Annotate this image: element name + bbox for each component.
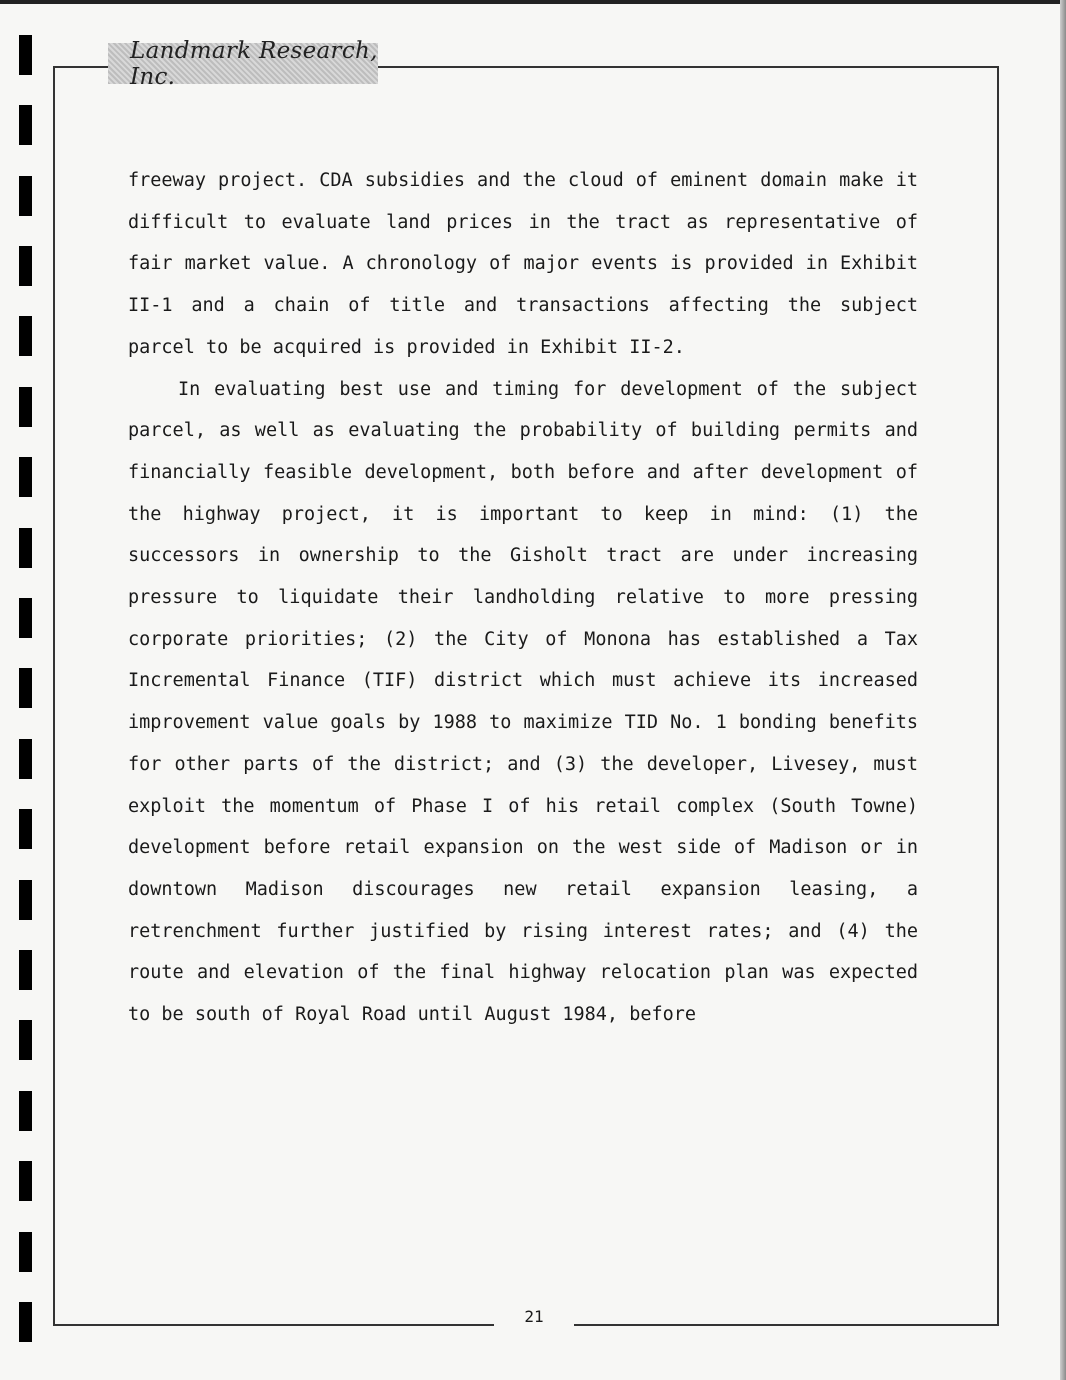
binding-hole	[19, 176, 32, 216]
binding-hole	[19, 528, 32, 568]
company-logo	[108, 37, 378, 90]
binding-hole	[19, 1161, 32, 1201]
binding-hole	[19, 387, 32, 427]
binding-hole	[19, 880, 32, 920]
body-text	[128, 160, 918, 1036]
binding-hole	[19, 246, 32, 286]
binding-hole	[19, 1020, 32, 1060]
binding-holes	[19, 0, 33, 1380]
binding-hole	[19, 950, 32, 990]
paragraph: In evaluating best use and timing for development of the subject parcel, as well as evaluating the probability of building permits and financially feasible development, both before and after development of the highway project, it is important to keep in mind: (1) the successors in ownership to the Gisholt tract are under increasing pressure to liquidate their landholding relative to more pressing corporate priorities; (2) the City of Monona has established a Tax Incremental Finance (TIF) district which must achieve its increased improvement value goals by 1988 to maximize TID No. 1 bonding benefits for other parts of the district; and (3) the developer, Livesey, must exploit the momentum of Phase I of his retail complex (South Towne) development before retail expansion on the west side of Madison or in downtown Madison discourages new retail expansion leasing, a retrenchment further justified by rising interest rates; and (4) the route and elevation of the final highway relocation plan was expected to be south of Royal Road until August 1984, before	[128, 378, 918, 1026]
binding-hole	[19, 668, 32, 708]
binding-hole	[19, 809, 32, 849]
paragraph: freeway project. CDA subsidies and the cloud of eminent domain make it difficult to evaluate land prices in the tract as representative of fair market value. A chronology of major events is provided in Exhibit II-1 and a chain of title and transactions affecting the subject parcel to be acquired is provided in Exhibit II-2.	[128, 170, 918, 358]
binding-hole	[19, 598, 32, 638]
binding-hole	[19, 105, 32, 145]
logo-text: Landmark Research, Inc.	[130, 37, 378, 90]
binding-hole	[19, 35, 32, 75]
binding-hole	[19, 1091, 32, 1131]
page-right-edge	[1060, 0, 1066, 1380]
binding-hole	[19, 316, 32, 356]
page-number: 21	[494, 1304, 574, 1330]
page-top-edge	[0, 0, 1066, 4]
binding-hole	[19, 1232, 32, 1272]
binding-hole	[19, 739, 32, 779]
binding-hole	[19, 1302, 32, 1342]
binding-hole	[19, 457, 32, 497]
